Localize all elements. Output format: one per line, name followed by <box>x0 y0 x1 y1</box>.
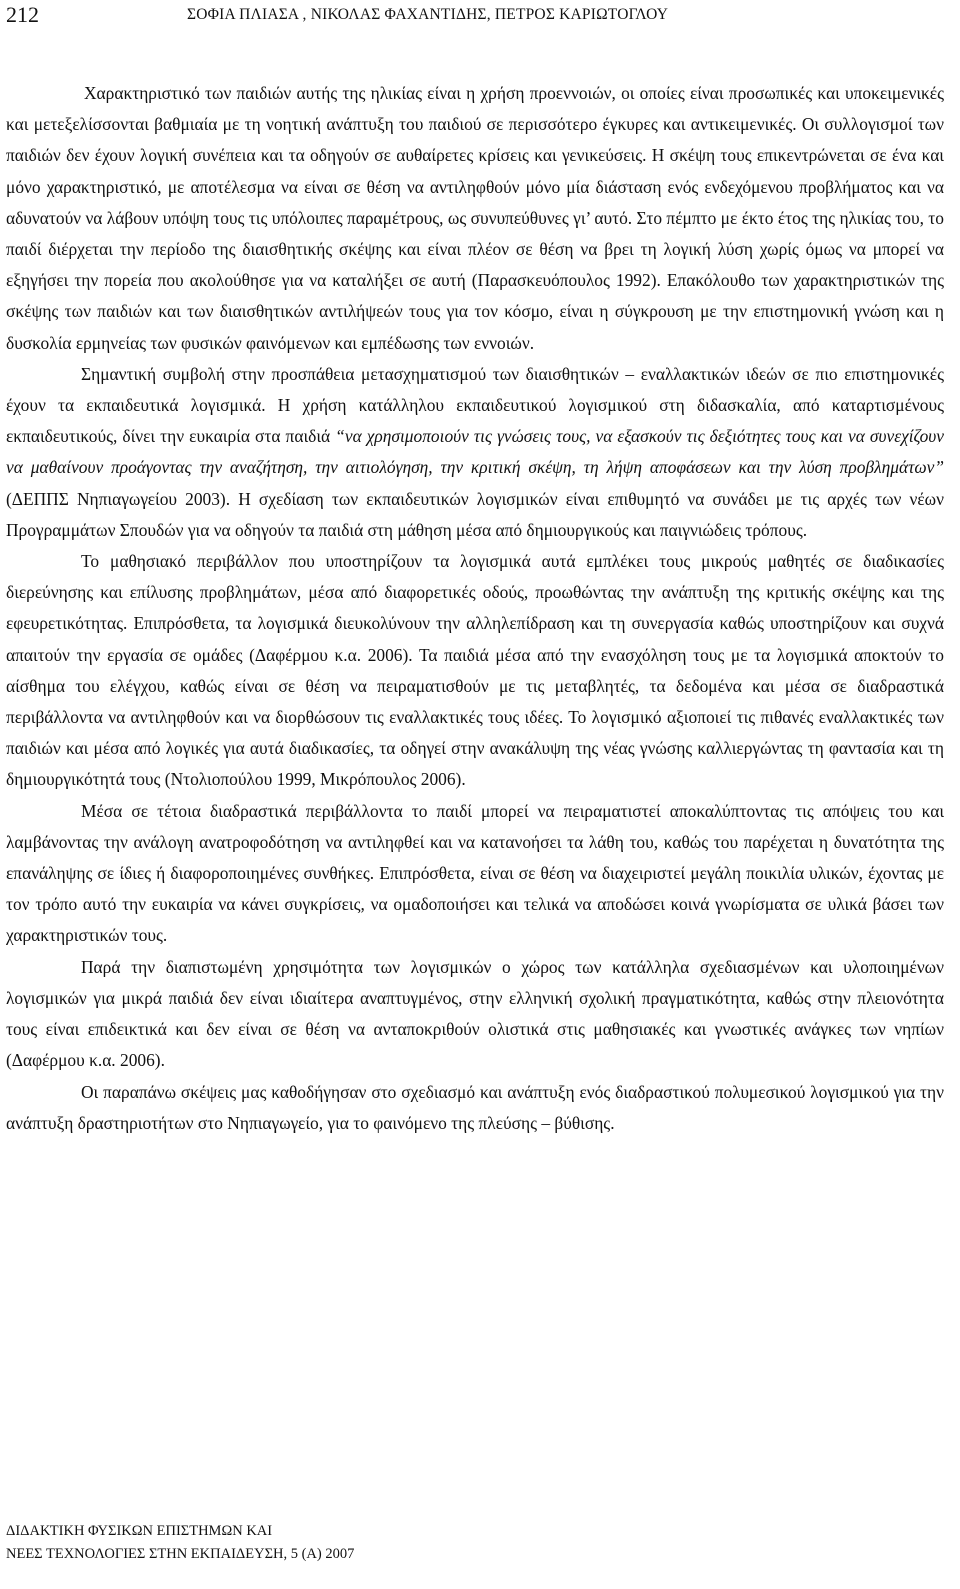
paragraph-2-text-end: (ΔΕΠΠΣ Νηπιαγωγείου 2003). Η σχεδίαση των εκπαιδευτικών λογισμικών είναι επιθυμητό να συνάδει με τις αρχές των νέων Προγραμμάτων Σπουδών για να οδηγούν τα παιδιά στη μάθηση μέσα από δημιουργικούς και παιγνιώδεις τρόπους. <box>6 488 944 540</box>
page-header <box>6 0 952 34</box>
paragraph-6: Οι παραπάνω σκέψεις μας καθοδήγησαν στο σχεδιασμό και ανάπτυξη ενός διαδραστικού πολυμεσικού λογισμικού για την ανάπτυξη δραστηριοτήτων στο Νηπιαγωγείο, για το φαινόμενο της πλεύσης – βύθισης. <box>6 1081 944 1133</box>
page-footer <box>6 1520 354 1566</box>
page-number: 212 <box>6 2 39 27</box>
paragraph-3: Το μαθησιακό περιβάλλον που υποστηρίζουν τα λογισμικά αυτά εμπλέκει τους μικρούς μαθητές σε διαδικασίες διερεύνησης και επίλυσης προβλημάτων, μέσα από διαφορετικές οδούς, προωθώντας την ανάπτυξη της κριτικής σκέψης και της εφευρετικότητας. Επιπρόσθετα, τα λογισμικά διευκολύνουν την αλληλεπίδραση και τη συνεργασία καθώς υποστηρίζουν και συχνά απαιτούν την εργασία σε ομάδες (Δαφέρμου κ.α. 2006). Τα παιδιά μέσα από την ενασχόληση τους με τα λογισμικά αποκτούν το αίσθημα του ελέγχου, καθώς είναι σε θέση να πειραματισθούν με τις μεταβλητές, τα δεδομένα και μέσα σε διαδραστικά περιβάλλοντα να αντιληφθούν και να διορθώσουν τις εναλλακτικές τους ιδέες. Το λογισμικό αξιοποιεί τις πιθανές εναλλακτικές των παιδιών και μέσα από λογικές για αυτά διαδικασίες, τα οδηγεί στην ανακάλυψη της νέας γνώσης καλλιεργώντας τη φαντασία και τη δημιουργικότητά τους (Ντολιοπούλου 1999, Μικρόπουλος 2006). <box>6 551 944 790</box>
footer-line-1: ΔΙΔΑΚΤΙΚΗ ΦΥΣΙΚΩΝ ΕΠΙΣΤΗΜΩΝ ΚΑΙ <box>6 1523 273 1539</box>
paragraph-2-quote: “να χρησιμοποιούν τις γνώσεις τους, να εξασκούν τις δεξιότητες τους και να συνεχίζουν να μαθαίνουν προάγοντας την αναζήτηση, την αιτιολόγηση, την κριτική σκέψη, τη λήψη αποφάσεων και την λύση προβλημάτων” <box>6 426 944 478</box>
paragraph-5: Παρά την διαπιστωμένη χρησιμότητα των λογισμικών ο χώρος των κατάλληλα σχεδιασμένων και υλοποιημένων λογισμικών για μικρά παιδιά δεν είναι ιδιαίτερα αναπτυγμένος, στην ελληνική σχολική πραγματικότητα, καθώς στην πλειονότητα τους είναι επιδεικτικά και δεν είναι σε θέση να ανταποκριθούν ολιστικά στις μαθησιακές και γνωστικές ανάγκες των νηπίων (Δαφέρμου κ.α. 2006). <box>6 956 944 1071</box>
paragraph-1: Χαρακτηριστικό των παιδιών αυτής της ηλικίας είναι η χρήση προεννοιών, οι οποίες είναι προσωπικές και υποκειμενικές και μετεξελίσσονται βαθμιαία με τη νοητική ανάπτυξη του παιδιού σε περισσότερο έγκυρες και αντικειμενικές. Οι συλλογισμοί των παιδιών δεν έχουν λογική συνέπεια και τα οδηγούν σε αυθαίρετες κρίσεις και γενικεύσεις. Η σκέψη τους επικεντρώνεται σε ένα και μόνο χαρακτηριστικό, με αποτέλεσμα να είναι σε θέση να αντιληφθούν μόνο μία διάσταση ενός ενδεχόμενου προβλήματος και να αδυνατούν να λάβουν υπόψη τους τις υπόλοιπες παραμέτρους, ως συνυπεύθυνες γι’ αυτό. Στο πέμπτο με έκτο έτος της ηλικίας του, το παιδί διέρχεται την περίοδο της διαισθητικής σκέψης και είναι πλέον σε θέση να βρει τη λογική λύση χωρίς όμως να μπορεί να εξηγήσει την πορεία που ακολούθησε για να καταλήξει σε αυτή (Παρασκευόπουλος 1992). Επακόλουθο των χαρακτηριστικών της σκέψης των παιδιών και των διαισθητικών αντιλήψεών τους για τον κόσμο, είναι η σύγκρουση με την επιστημονική γνώση και η δυσκολία ερμηνείας των φυσικών φαινόμενων και εμπέδωσης των εννοιών. <box>6 83 944 353</box>
footer-line-2: ΝΕΕΣ ΤΕΧΝΟΛΟΓΙΕΣ ΣΤΗΝ ΕΚΠΑΙΔΕΥΣΗ, 5 (Α) 2007 <box>6 1546 355 1562</box>
paragraph-4: Μέσα σε τέτοια διαδραστικά περιβάλλοντα το παιδί μπορεί να πειραματιστεί αποκαλύπτοντας τις απόψεις του και λαμβάνοντας την ανάλογη ανατροφοδότηση να αντιληφθεί και να κατανοήσει τα λάθη του, καθώς του παρέχεται η δυνατότητα της επανάληψης σε ίδιες ή διαφοροποιημένες συνθήκες. Επιπρόσθετα, είναι σε θέση να διαχειριστεί μεγάλη ποικιλία υλικών, έχοντας με τον τρόπο αυτό την ευκαιρία να κάνει συγκρίσεις, να ομαδοποιήσει και τελικά να αποδώσει κοινά γνωρίσματα σε υλικά βάσει των χαρακτηριστικών τους. <box>6 800 944 946</box>
running-head: ΣΟΦΙΑ ΠΛΙΑΣΑ , ΝΙΚΟΛΑΣ ΦΑΧΑΝΤΙΔΗΣ, ΠΕΤΡΟΣ ΚΑΡΙΩΤΟΓΛΟΥ <box>187 6 669 23</box>
paragraph-2-text-start: Σημαντική συμβολή στην προσπάθεια μετασχηματισμού των διαισθητικών – εναλλακτικών ιδεών σε πιο επιστημονικές έχουν τα εκπαιδευτικά λογισμικά. Η χρήση κατάλληλου εκπαιδευτικού λογισμικού στη διδασκαλία, από καταρτισμένους εκπαιδευτικούς, δίνει την ευκαιρία στα παιδιά <box>6 363 944 447</box>
paragraph-2 <box>6 359 944 546</box>
body-text <box>6 78 944 1139</box>
